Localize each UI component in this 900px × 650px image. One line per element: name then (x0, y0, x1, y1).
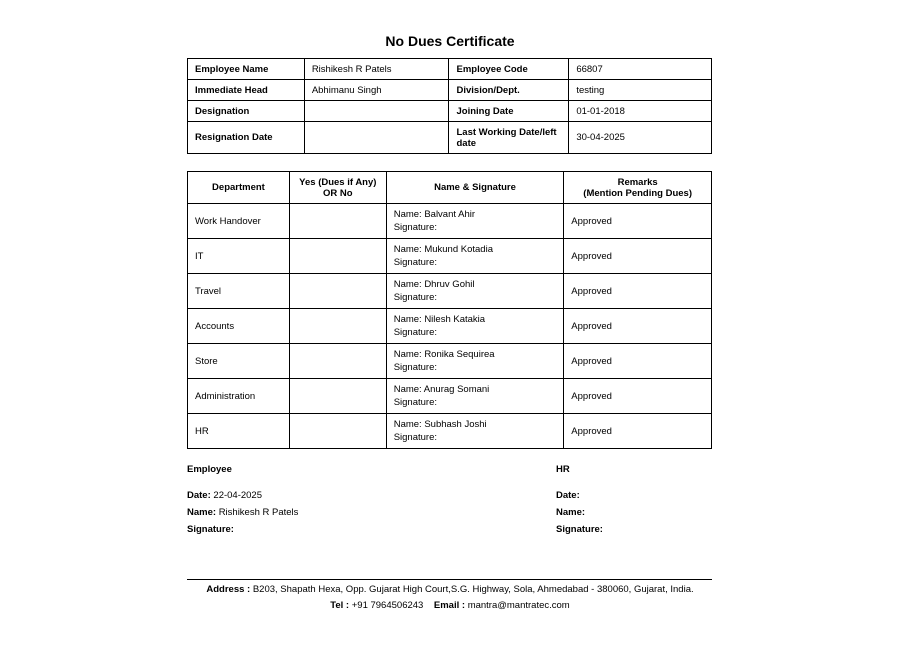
employee-date-label: Date: (187, 490, 211, 501)
signature-label: Signature: (393, 362, 438, 373)
department-cell: IT (188, 239, 290, 274)
signature-label: Signature: (393, 222, 438, 233)
dues-cell (289, 239, 386, 274)
resignation-date-value (304, 122, 449, 154)
remarks-header (564, 172, 712, 204)
name-signature-header: Name & Signature (386, 172, 564, 204)
employee-info-table (187, 58, 712, 154)
designation-label: Designation (188, 101, 305, 122)
info-row (188, 101, 712, 122)
approver-name: Name: Subhash Joshi (393, 419, 487, 430)
name-signature-cell (386, 414, 564, 449)
table-row (188, 239, 712, 274)
hr-date-label: Date: (556, 490, 580, 501)
last-working-date-value: 30-04-2025 (569, 122, 712, 154)
employee-code-value: 66807 (569, 59, 712, 80)
department-cell: Accounts (188, 309, 290, 344)
name-signature-cell (386, 204, 564, 239)
division-value: testing (569, 80, 712, 101)
table-row (188, 274, 712, 309)
joining-date-value: 01-01-2018 (569, 101, 712, 122)
remarks-cell: Approved (564, 274, 712, 309)
remarks-cell: Approved (564, 344, 712, 379)
remarks-header-line1: Remarks (617, 176, 658, 188)
immediate-head-label: Immediate Head (188, 80, 305, 101)
footer-contact (0, 600, 900, 611)
tel-value: +91 7964506243 (351, 600, 424, 611)
info-row (188, 122, 712, 154)
dues-header-line1: Yes (Dues if Any) (299, 176, 377, 188)
dues-cell (289, 344, 386, 379)
designation-value (304, 101, 449, 122)
hr-date (556, 490, 580, 501)
approver-name: Name: Balvant Ahir (393, 209, 476, 220)
table-row (188, 414, 712, 449)
table-row (188, 344, 712, 379)
info-row (188, 80, 712, 101)
department-cell: Work Handover (188, 204, 290, 239)
employee-name-label-bottom: Name: (187, 507, 217, 518)
employee-date-value: 22-04-2025 (213, 490, 263, 501)
name-signature-cell (386, 309, 564, 344)
email-value: mantra@mantratec.com (467, 600, 570, 611)
remarks-cell: Approved (564, 239, 712, 274)
approver-name: Name: Ronika Sequirea (393, 349, 495, 360)
approver-name: Name: Mukund Kotadia (393, 244, 493, 255)
hr-name (556, 507, 585, 518)
address-text: B203, Shapath Hexa, Opp. Gujarat High Court,S.G. Highway, Sola, Ahmedabad - 380060, Gujarat, India. (252, 584, 694, 595)
dues-cell (289, 309, 386, 344)
name-signature-cell (386, 344, 564, 379)
signature-label: Signature: (393, 327, 438, 338)
address-label: Address : (206, 584, 251, 595)
signature-label: Signature: (393, 397, 438, 408)
employee-name (187, 507, 298, 518)
page-title: No Dues Certificate (385, 33, 515, 49)
approver-name: Name: Anurag Somani (393, 384, 490, 395)
last-working-date-label: Last Working Date/left date (449, 122, 569, 154)
hr-name-label: Name: (556, 507, 586, 518)
table-row (188, 309, 712, 344)
table-row (188, 204, 712, 239)
employee-signature (187, 524, 234, 535)
name-signature-cell (386, 379, 564, 414)
info-row (188, 59, 712, 80)
dues-header (289, 172, 386, 204)
joining-date-label: Joining Date (449, 101, 569, 122)
name-signature-cell (386, 274, 564, 309)
email-label: Email : (433, 600, 466, 611)
approver-name: Name: Nilesh Katakia (393, 314, 486, 325)
employee-name-label: Employee Name (188, 59, 305, 80)
employee-code-label: Employee Code (449, 59, 569, 80)
remarks-cell: Approved (564, 204, 712, 239)
name-signature-cell (386, 239, 564, 274)
dues-cell (289, 414, 386, 449)
resignation-date-label: Resignation Date (188, 122, 305, 154)
department-cell: HR (188, 414, 290, 449)
table-row (188, 379, 712, 414)
immediate-head-value: Abhimanu Singh (304, 80, 449, 101)
dues-cell (289, 379, 386, 414)
remarks-cell: Approved (564, 309, 712, 344)
employee-block-heading: Employee (187, 464, 232, 475)
tel-label: Tel : (330, 600, 350, 611)
footer-divider (187, 579, 712, 580)
remarks-cell: Approved (564, 379, 712, 414)
dues-cell (289, 274, 386, 309)
signature-label: Signature: (393, 432, 438, 443)
department-cell: Travel (188, 274, 290, 309)
department-cell: Store (188, 344, 290, 379)
department-header: Department (188, 172, 290, 204)
dues-header-line2: OR No (323, 187, 353, 199)
employee-name-value: Rishikesh R Patels (304, 59, 449, 80)
employee-name-value-bottom: Rishikesh R Patels (218, 507, 299, 518)
remarks-cell: Approved (564, 414, 712, 449)
division-label: Division/Dept. (449, 80, 569, 101)
dues-cell (289, 204, 386, 239)
employee-signature-label: Signature: (187, 524, 234, 535)
employee-date (187, 490, 262, 501)
department-header-row (188, 172, 712, 204)
signature-label: Signature: (393, 292, 438, 303)
remarks-header-line2: (Mention Pending Dues) (583, 187, 692, 199)
approver-name: Name: Dhruv Gohil (393, 279, 475, 290)
signature-label: Signature: (393, 257, 438, 268)
department-cell: Administration (188, 379, 290, 414)
hr-signature-label: Signature: (556, 524, 603, 535)
footer-address (0, 584, 900, 595)
hr-block-heading: HR (556, 464, 570, 475)
department-clearance-table (187, 171, 712, 449)
hr-signature (556, 524, 603, 535)
